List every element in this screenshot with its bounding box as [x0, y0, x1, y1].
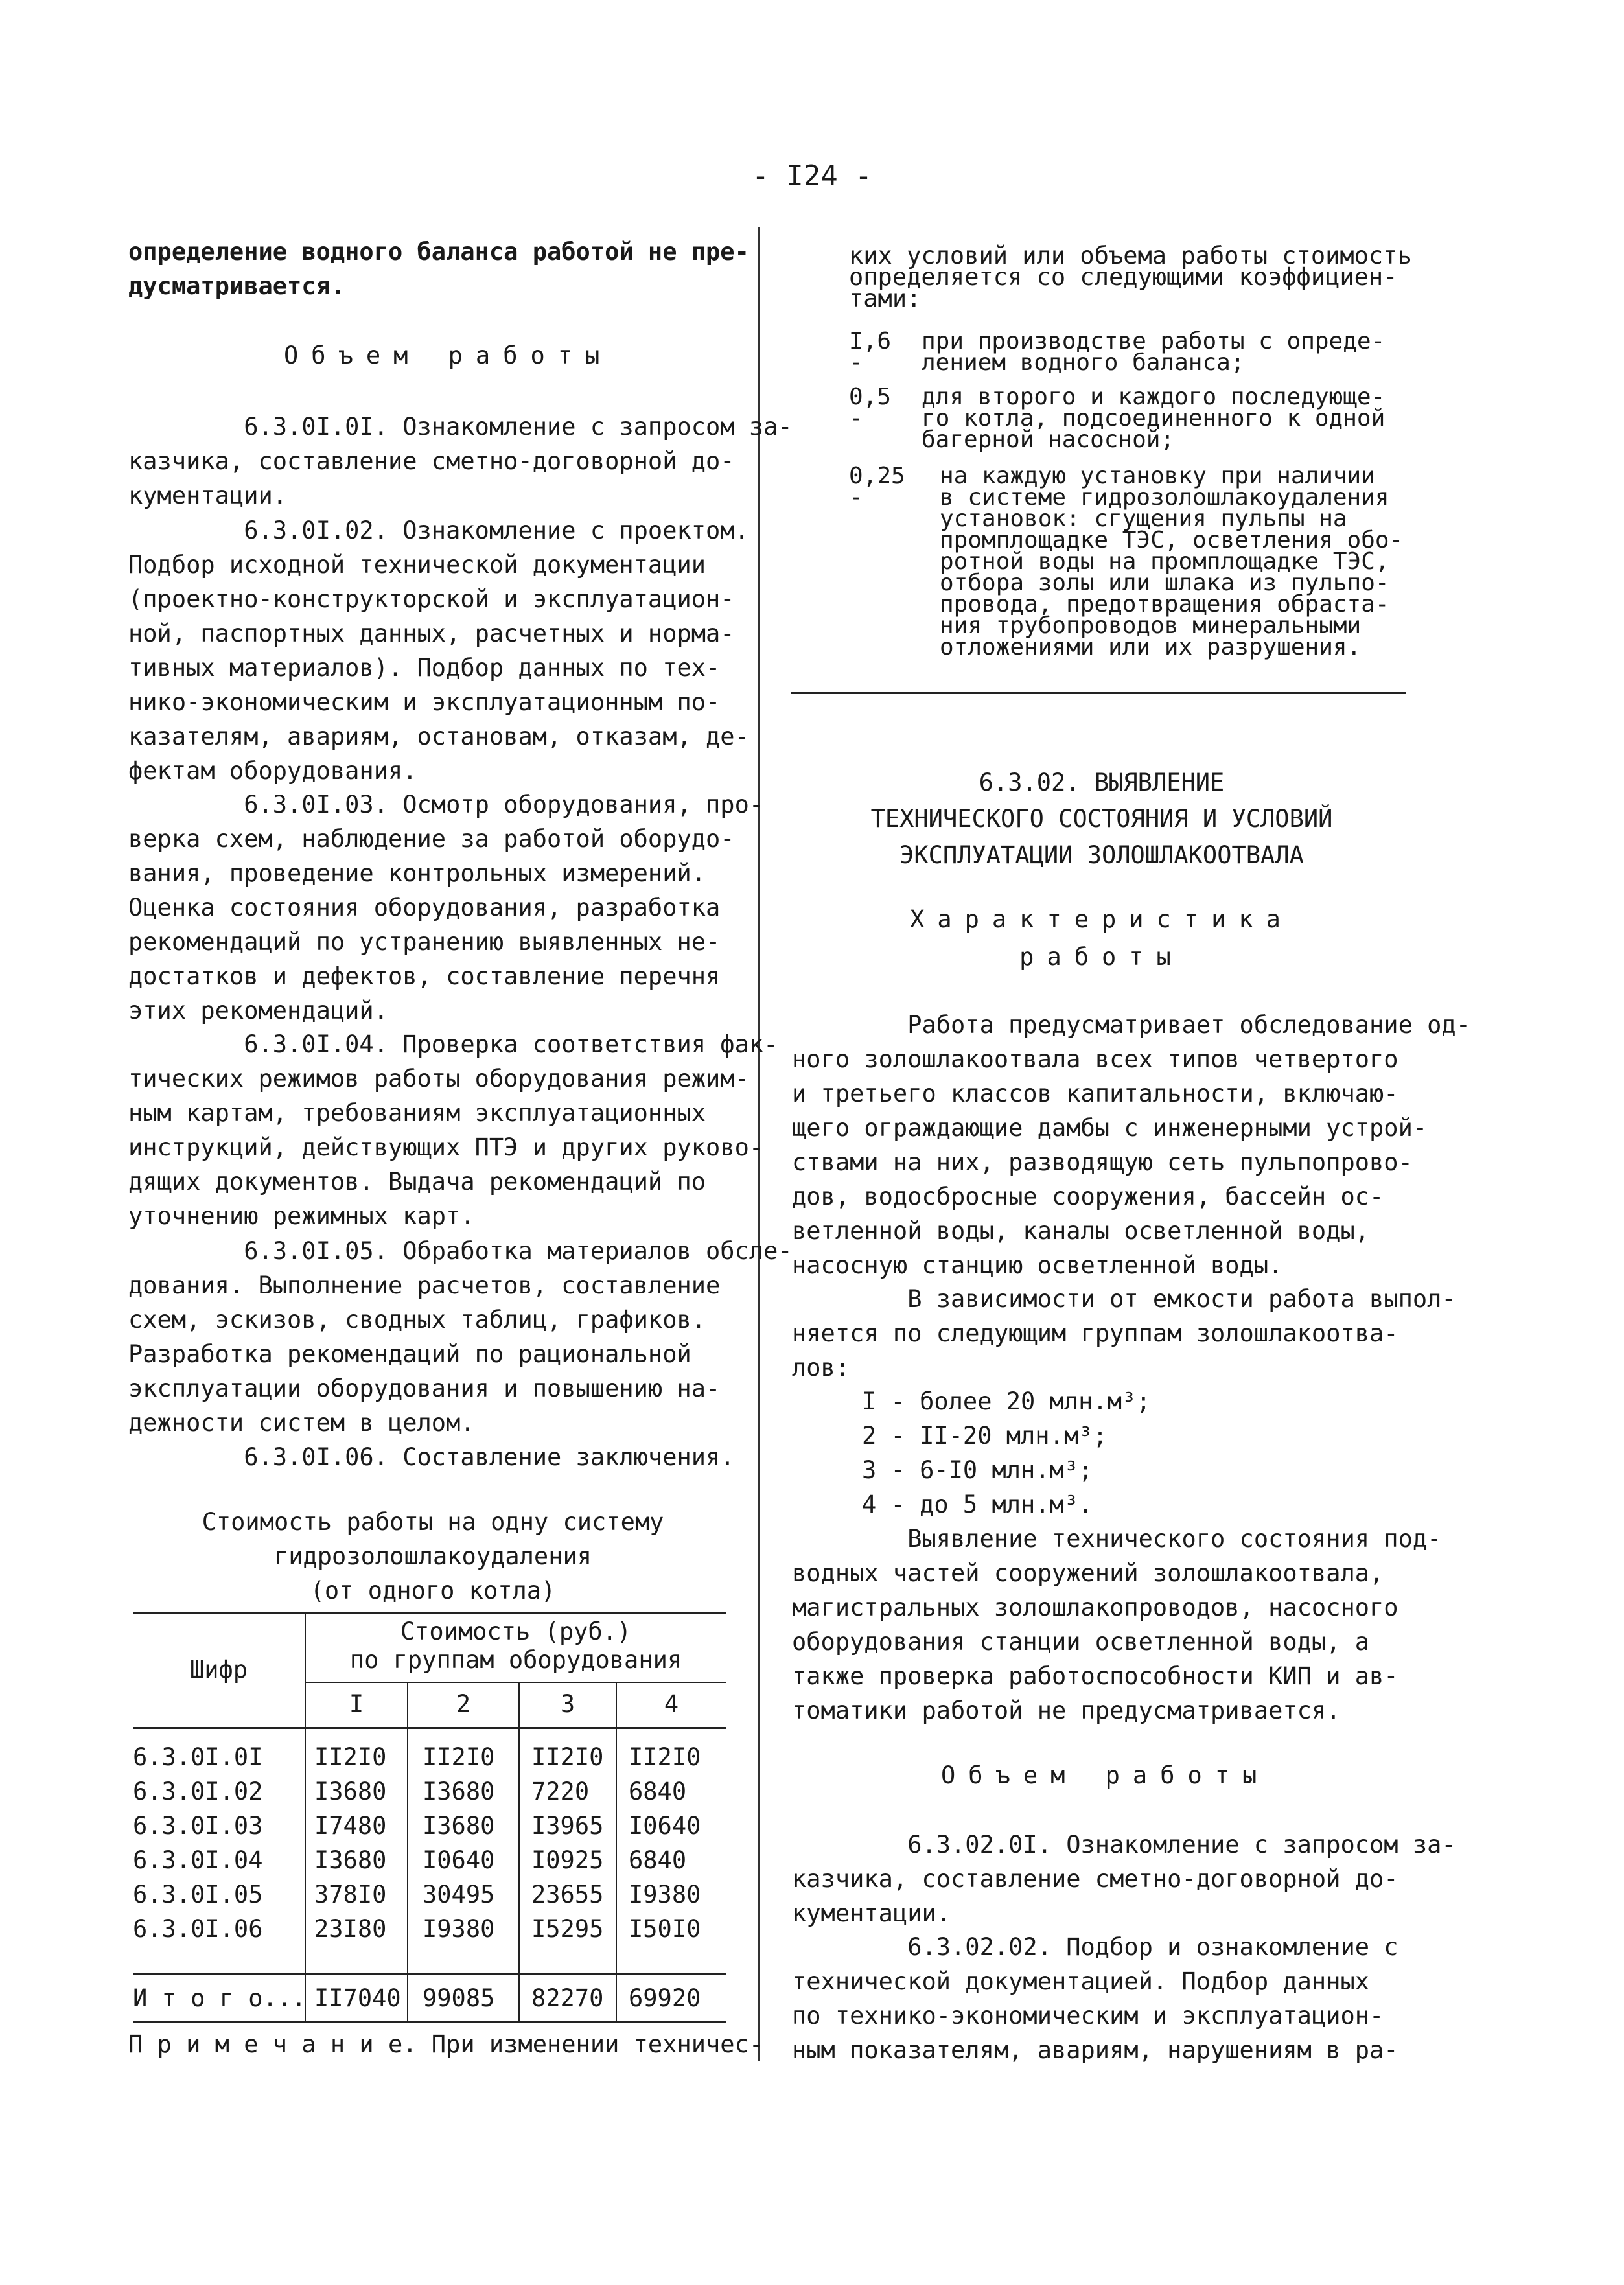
table-vline — [407, 1682, 408, 2023]
table-vline — [616, 1682, 617, 2023]
group-list-item: 4 - до 5 млн.м³. — [862, 1490, 1093, 1518]
right-heading-scope: Объем работы — [941, 1761, 1270, 1789]
table-cell: 6840 — [629, 1846, 687, 1874]
table-cell: I3965 — [531, 1812, 604, 1840]
characteristics-heading: Характеристика работы — [910, 905, 1293, 971]
table-cell: I3680 — [314, 1778, 387, 1805]
table-cell: I0640 — [629, 1812, 701, 1840]
paragraph-6-3-02-02: 6.3.02.02. Подбор и ознакомление с технической документацией. Подбор данных по технико-экономическим и эксплуатацион- ным показателям, авариям, нарушениям в ра- — [792, 1933, 1398, 2064]
paragraph-6-3-01-03: 6.3.0I.03. Осмотр оборудования, про- верка схем, наблюдение за работой оборудо- вания, проведение контрольных измерений. Оценка состояния оборудования, разработка рекомендаций по устранению выявленных не- достатков и дефектов, составление перечня этих рекомендаций. — [128, 791, 764, 1025]
paragraph-6-3-01-05: 6.3.0I.05. Обработка материалов обсле- дования. Выполнение расчетов, составление схем, эскизов, сводных таблиц, графиков. Разработка рекомендаций по рациональной эксплуатации оборудования и повышению на- дежности систем в целом. — [128, 1237, 793, 1437]
table-cell: 30495 — [423, 1881, 495, 1908]
table-total-cell: II7040 — [314, 1984, 401, 2012]
table-vline — [518, 1682, 520, 2023]
table-total-cell: 69920 — [629, 1984, 701, 2012]
right-paragraph-exclusions: Выявление технического состояния под- водных частей сооружений золошлакоотвала, магистральных золошлакопроводов, насосного оборудования станции осветленной воды, а также проверка работоспособности КИП и ав- томатики работой не предусматривается. — [792, 1525, 1442, 1724]
table-cell: I3680 — [314, 1846, 387, 1874]
table-cell: I3680 — [423, 1812, 495, 1840]
table-cell: I0640 — [423, 1846, 495, 1874]
table-caption: Стоимость работы на одну систему гидрозолошлакоудаления (от одного котла) — [202, 1508, 664, 1605]
paragraph-6-3-02-01: 6.3.02.0I. Ознакомление с запросом за- казчика, составление сметно-договорной до- кументации. — [792, 1831, 1456, 1927]
right-continuation: ких условий или объема работы стоимость определяется со следующими коэффициен- тами: — [849, 242, 1412, 312]
table-group-header: 2 — [456, 1690, 471, 1718]
table-header-code: Шифр — [189, 1656, 248, 1684]
right-paragraph-groups: В зависимости от емкости работа выпол- няется по следующим группам золошлакоотва- лов: — [792, 1285, 1456, 1382]
table-cell: 23I80 — [314, 1915, 387, 1943]
table-cell: I7480 — [314, 1812, 387, 1840]
table-cell: 7220 — [531, 1778, 590, 1805]
paragraph-6-3-01-04: 6.3.0I.04. Проверка соответствия фак- тических режимов работы оборудования режим- ным картам, требованиям эксплуатационных инструкций, действующих ПТЭ и других руково- дящих документов. Выдача рекомендаций по уточнению режимных карт. — [128, 1030, 778, 1230]
table-cell: II2I0 — [531, 1743, 604, 1771]
table-cell: I0925 — [531, 1846, 604, 1874]
paragraph-6-3-01-02: 6.3.0I.02. Ознакомление с проектом. Подбор исходной технической документации (проектно-конструкторской и эксплуатацион- ной, паспортных данных, расчетных и норма- тивных материалов). Подбор данных по тех- нико-экономическим и эксплуатационным по- казателям, авариям, остановам, отказам, де- фектам оборудования. — [128, 516, 749, 785]
table-rule-bottom — [133, 2021, 726, 2023]
table-cell-code: 6.3.0I.05 — [133, 1881, 263, 1908]
table-header-cost: Стоимость (руб.) по группам оборудования — [349, 1618, 682, 1674]
paragraph-6-3-01-01: 6.3.0I.0I. Ознакомление с запросом за- казчика, составление сметно-договорной до- кументации. — [128, 413, 793, 509]
table-cell-code: 6.3.0I.06 — [133, 1915, 263, 1943]
table-cell: II2I0 — [423, 1743, 495, 1771]
right-paragraph-description: Работа предусматривает обследование од- ного золошлакоотвала всех типов четвертого и третьего классов капитальности, включаю- щего ограждающие дамбы с инженерными устрой- ствами на них, разводящую сеть пульпопрово- дов, водосбросные сооружения, бассейн ос- ветленной воды, каналы осветленной воды, насосную станцию осветленной воды. — [792, 1011, 1470, 1279]
table-total-label: И т о г о... — [133, 1984, 307, 2012]
table-cell-code: 6.3.0I.03 — [133, 1812, 263, 1840]
coefficient-text: для второго и каждого последующе- го котла, подсоединенного к одной багерной насосной; — [922, 384, 1386, 453]
table-cell: 6840 — [629, 1778, 687, 1805]
table-cell: 23655 — [531, 1881, 604, 1908]
table-cell-code: 6.3.0I.0I — [133, 1743, 263, 1771]
coefficient-value: 0,5 - — [849, 384, 892, 432]
table-cell: I9380 — [629, 1881, 701, 1908]
table-group-header: I — [349, 1690, 364, 1718]
table-rule-total-top — [133, 1973, 726, 1975]
coefficient-text: при производстве работы с опреде- лением водного баланса; — [922, 328, 1386, 376]
table-cell-code: 6.3.0I.04 — [133, 1846, 263, 1874]
table-note: П р и м е ч а н и е. При изменении техничес- — [128, 2030, 764, 2058]
table-cell: I9380 — [423, 1915, 495, 1943]
coefficient-value: I,6 - — [849, 328, 892, 376]
table-cell: I5295 — [531, 1915, 604, 1943]
table-total-cell: 99085 — [423, 1984, 495, 2012]
table-cell: I3680 — [423, 1778, 495, 1805]
page-number: - I24 - — [752, 159, 872, 192]
table-rule-group — [305, 1682, 726, 1683]
coefficient-value: 0,25 - — [849, 463, 905, 511]
group-list-item: 3 - 6-I0 млн.м³; — [862, 1456, 1093, 1484]
left-intro: определение водного баланса работой не пре- дусматривается. — [128, 238, 749, 300]
table-group-header: 4 — [664, 1690, 679, 1718]
table-rule-top — [133, 1612, 726, 1614]
table-cell: II2I0 — [314, 1743, 387, 1771]
group-list-item: 2 - II-20 млн.м³; — [862, 1422, 1108, 1450]
left-heading-scope: Объем работы — [284, 342, 613, 369]
coefficient-text: на каждую установку при наличии в системе гидрозолошлакоудаления установок: сгущения пульпы на промплощадке ТЭС, осветления обо- ротной воды на промплощадке ТЭС, отбора золы или шлака из пульпо- провода, предотвращения обраста- ния трубопроводов минеральными отложениями или их разрушения. — [940, 463, 1404, 660]
table-cell: 378I0 — [314, 1881, 387, 1908]
paragraph-6-3-01-06: 6.3.0I.06. Составление заключения. — [128, 1443, 735, 1471]
section-separator — [791, 692, 1406, 694]
table-total-cell: 82270 — [531, 1984, 604, 2012]
group-list-item: I - более 20 млн.м³; — [862, 1387, 1151, 1415]
table-cell: I50I0 — [629, 1915, 701, 1943]
section-title: 6.3.02. ВЫЯВЛЕНИЕ ТЕХНИЧЕСКОГО СОСТОЯНИЯ И УСЛОВИЙ ЭКСПЛУАТАЦИИ ЗОЛОШЛАКООТВАЛА — [870, 769, 1333, 869]
table-cell: II2I0 — [629, 1743, 701, 1771]
table-cell-code: 6.3.0I.02 — [133, 1778, 263, 1805]
table-group-header: 3 — [560, 1690, 575, 1718]
table-rule-header — [133, 1727, 726, 1729]
